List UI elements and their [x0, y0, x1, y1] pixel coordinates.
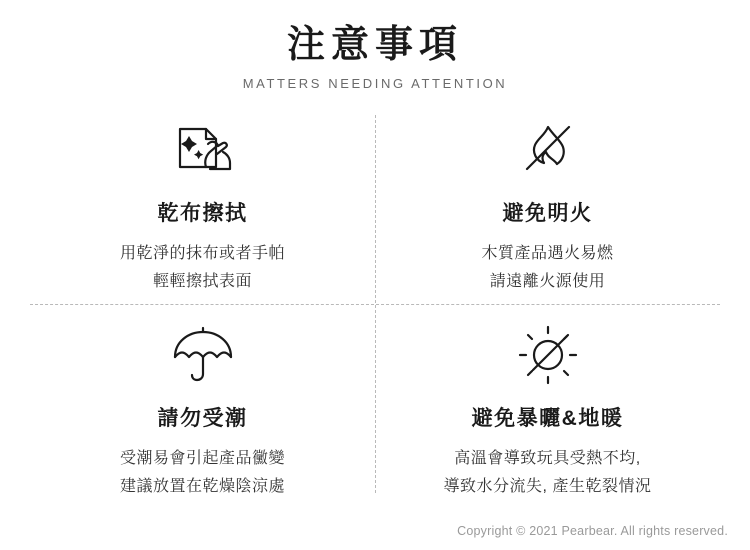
notice-desc-line-2: 輕輕擦拭表面 [152, 272, 252, 290]
notice-desc-line-1: 高溫會導致玩具受熱不均, [454, 449, 641, 467]
umbrella-icon [166, 322, 240, 388]
notice-item-description [120, 445, 285, 501]
notice-item-description [444, 445, 652, 501]
notice-desc-line-1: 用乾淨的抹布或者手帕 [119, 244, 285, 262]
no-fire-icon [511, 117, 585, 183]
notice-item-no-fire [375, 109, 720, 296]
page-title: 注意事項 [286, 24, 463, 66]
page-header [0, 0, 750, 91]
notice-item-no-sun [375, 296, 720, 501]
notice-desc-line-1: 木質產品遇火易燃 [481, 244, 614, 262]
notice-item-description [481, 240, 613, 296]
page-subtitle: MATTERS NEEDING ATTENTION [242, 75, 508, 91]
notice-item-title: 請勿受潮 [157, 406, 248, 430]
notice-desc-line-2: 建議放置在乾燥陰涼處 [119, 477, 285, 495]
notice-item-title: 避免暴曬&地暖 [471, 406, 624, 430]
notice-desc-line-2: 導致水分流失, 產生乾裂情況 [443, 477, 652, 495]
notice-item-keep-dry [30, 296, 375, 501]
notice-desc-line-2: 請遠離火源使用 [489, 272, 606, 290]
notice-desc-line-1: 受潮易會引起產品黴變 [119, 449, 285, 467]
no-sun-icon [511, 322, 585, 388]
notice-grid [30, 109, 720, 499]
notice-item-dry-wipe [30, 109, 375, 296]
vertical-divider [375, 115, 376, 493]
notice-item-title: 避免明火 [502, 201, 593, 225]
copyright-text: Copyright © 2021 Pearbear. All rights reserved. [457, 524, 728, 538]
notice-item-description [120, 240, 285, 296]
wipe-cloth-icon [166, 117, 240, 183]
notice-item-title: 乾布擦拭 [157, 201, 248, 225]
